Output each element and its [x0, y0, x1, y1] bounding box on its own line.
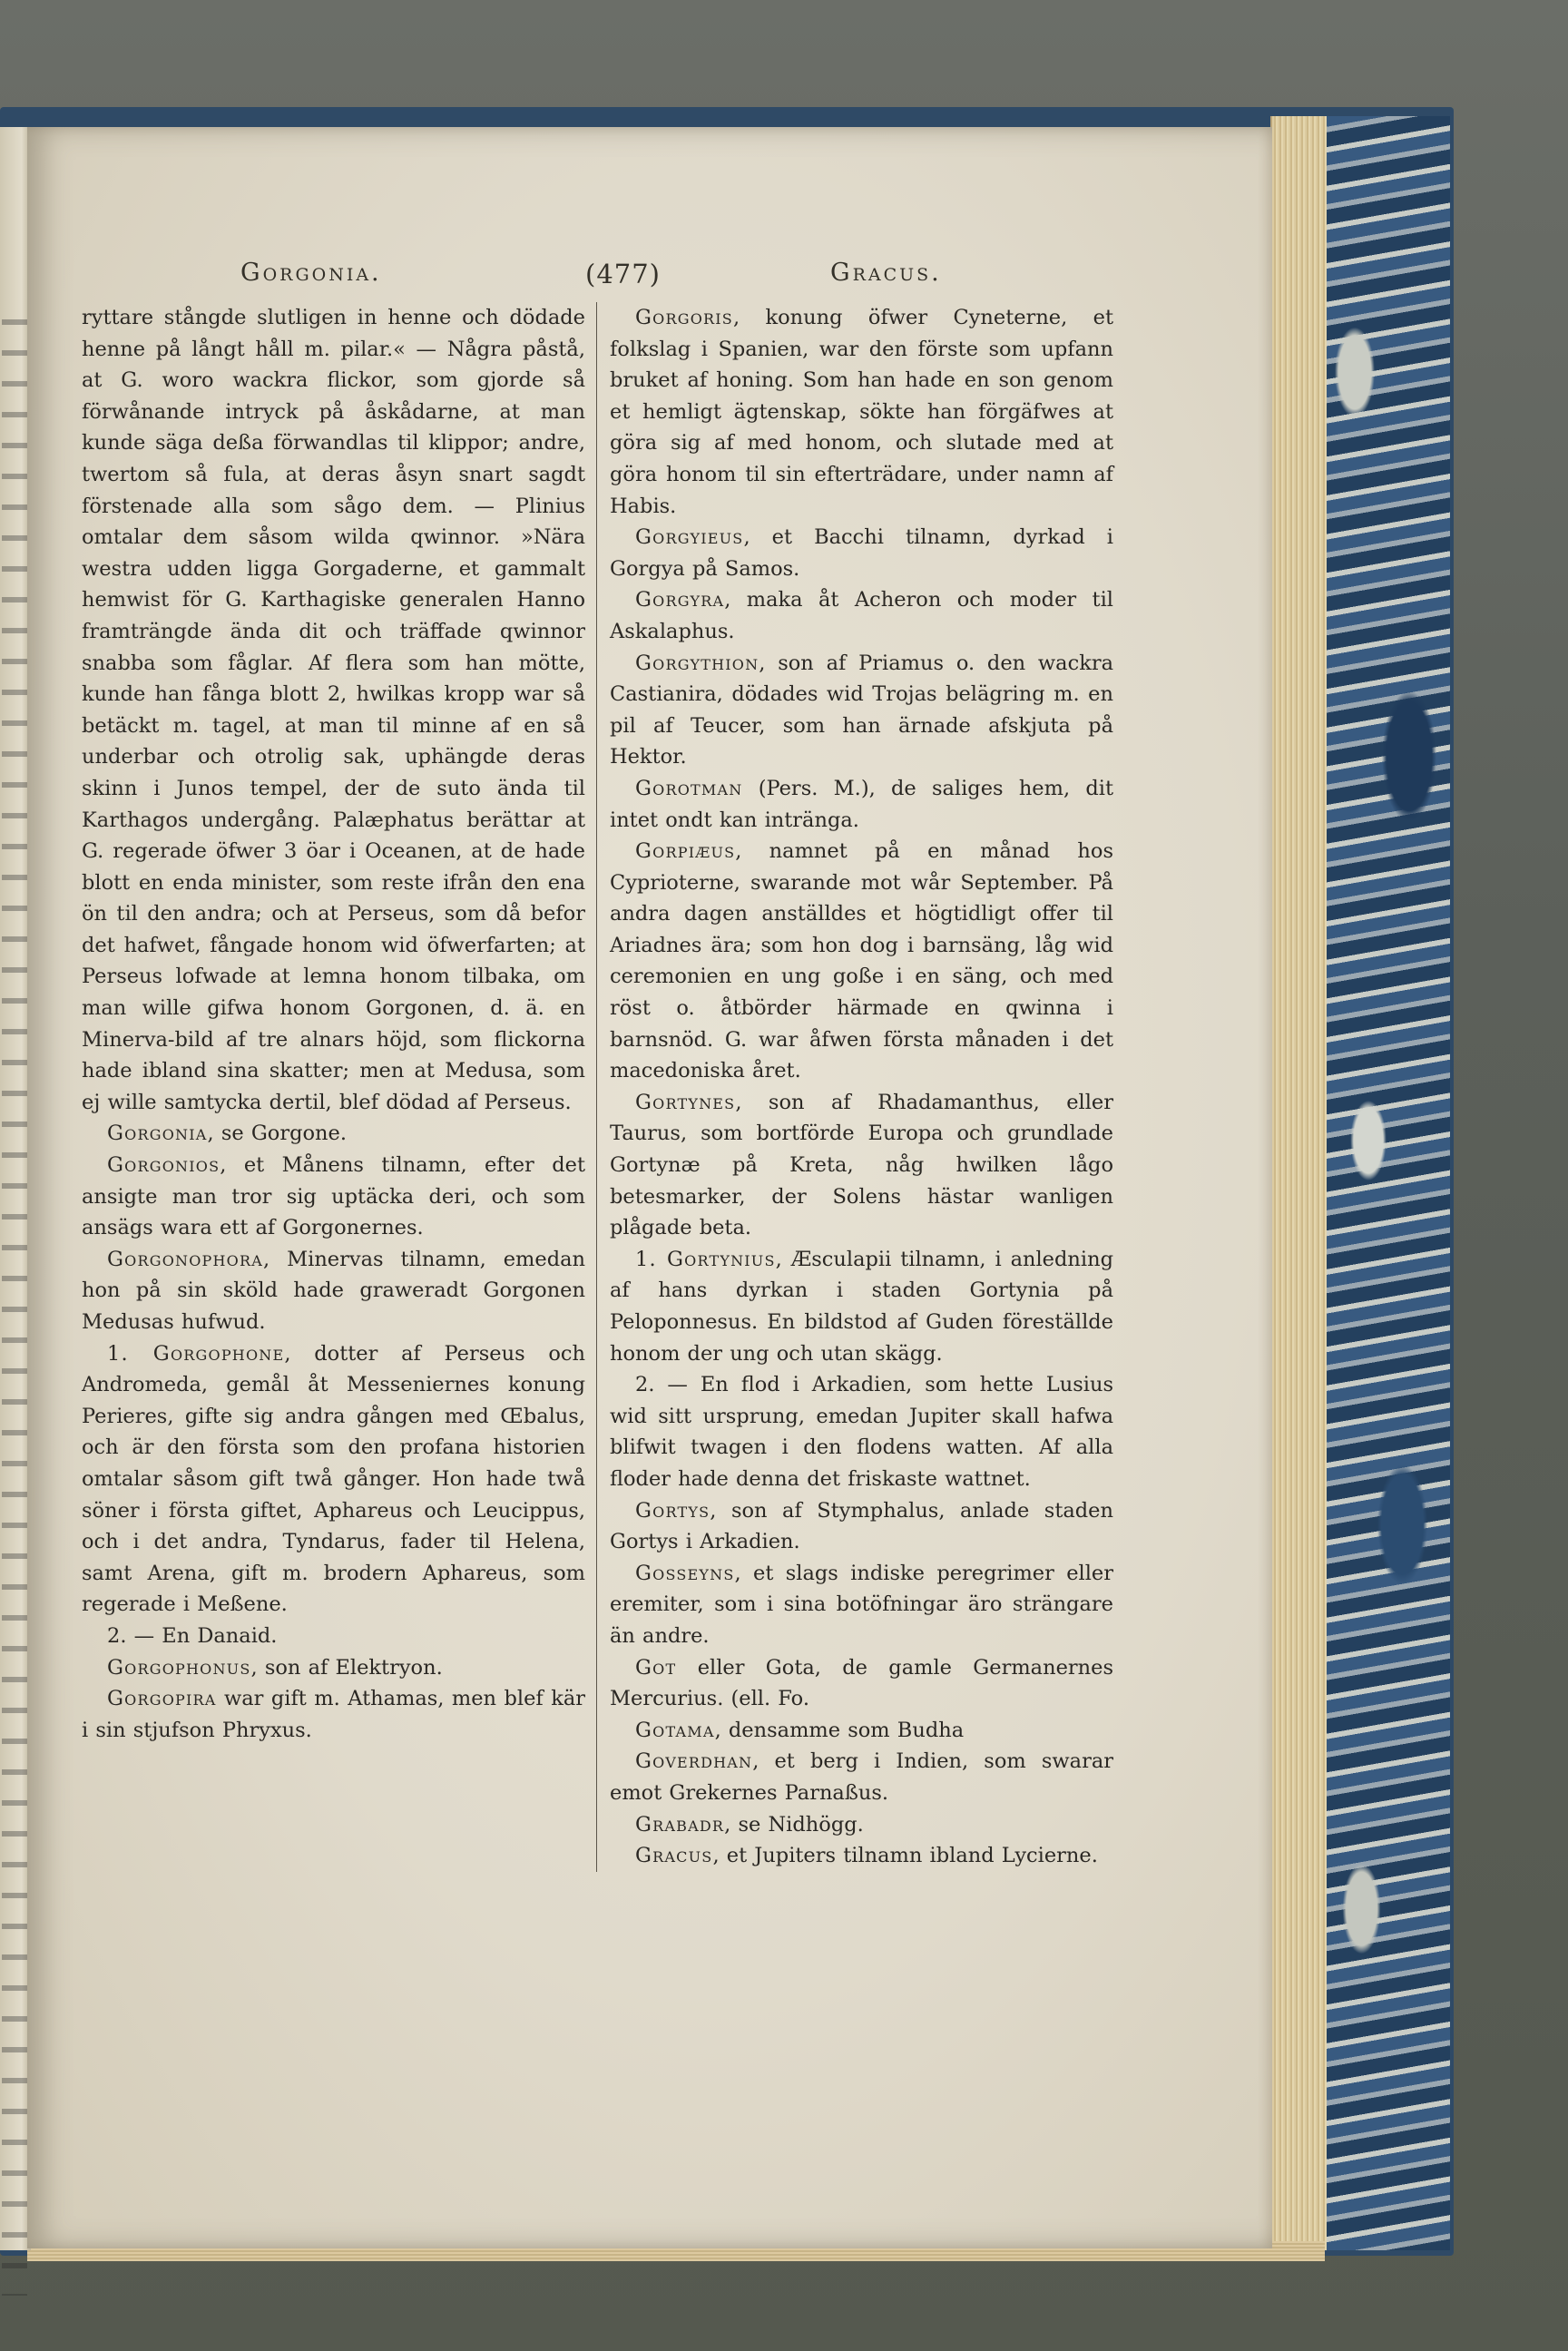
dictionary-entry	[610, 1715, 1113, 1747]
entry-headword: Gotama	[635, 1718, 715, 1742]
entry-headword: Gorgythion	[635, 651, 760, 675]
dictionary-entry	[610, 773, 1113, 836]
dictionary-entry	[82, 1683, 585, 1746]
page-content	[82, 259, 1136, 2200]
entry-headword: Gorgyieus	[635, 525, 744, 550]
entry-headword: Gortys	[635, 1498, 710, 1523]
entry-text: , Æsculapii tilnamn, i anledning af hans dyrkan i staden Gortynia på Peloponnesus. En bildstod af Guden föreställde honom der ung och utan skägg.	[610, 1247, 1113, 1366]
dictionary-entry	[610, 1558, 1113, 1652]
entry-text: , son af Priamus o. den wackra Castianira, dödades wid Trojas belägring m. en pil af Teucer, som han ärnade afskjuta på Hektor.	[610, 651, 1113, 769]
previous-page-text-fragment	[2, 299, 27, 2296]
entry-text: 2. — En flod i Arkadien, som hette Lusius wid sitt ursprung, emedan Jupiter skall hafwa blifwit twagen i den flodens watten. Af alla floder hade denna det friskaste wattnet.	[610, 1373, 1113, 1491]
entry-headword: Goverdhan	[635, 1749, 753, 1774]
dictionary-entry	[610, 1369, 1113, 1494]
dictionary-entry	[610, 302, 1113, 522]
entry-text: ryttare stångde slutligen in henne och dödade henne på långt håll m. pilar.« — Några påstå, at G. woro wackra flickor, som gjorde så förwånande intryck på åskådarne, at man kunde säga deßa förwandlas til klippor; andre, twertom så fula, at deras åsyn snart sagdt förstenade alla som sågo dem. — Plinius omtalar dem såsom wilda qwinnor. »Nära westra udden ligga Gorgaderne, et gammalt hemwist för G. Karthagiske generalen Hanno framträngde ända dit och träffade qwinnor snabba som fåglar. Af flera som han mötte, kunde han fånga blott 2, hwilkas kropp war så betäckt m. tagel, at man til minne af en så underbar och otrolig sak, uphängde deras skinn i Junos tempel, der de suto ända til Karthagos undergång. Palæphatus berättar at G. regerade öfwer 3 öar i Oceanen, at de hade blott en enda minister, som reste ifrån den ena ön til den andra; och at Perseus, som då befor det hafwet, fångade honom wid öfwerfarten; at Perseus lofwade at lemna honom tilbaka, om man wille gifwa honom Gorgonen, d. ä. en Minerva-bild af tre alnars höjd, som flickorna hade ibland sina skatter; men at Medusa, som ej wille samtycka dertil, blef dödad af Perseus.	[82, 306, 585, 1114]
marbled-board-edge	[1314, 116, 1450, 2250]
entry-text: , se Nidhögg.	[724, 1812, 864, 1837]
entry-text: war gift m. Athamas, men blef kär i sin stjufson Phryxus.	[82, 1687, 585, 1742]
page-fore-edge	[1270, 116, 1327, 2250]
left-column	[82, 302, 596, 1872]
entry-headword: Gorgopira	[107, 1687, 217, 1711]
dictionary-entry	[82, 1621, 585, 1652]
entry-headword: Gorotman	[635, 776, 743, 800]
previous-page-sliver	[0, 127, 31, 2250]
entry-headword: Gracus	[635, 1844, 713, 1868]
dictionary-entry	[82, 1652, 585, 1684]
entry-text: , dotter af Perseus och Andromeda, gemål åt Messeniernes konung Perieres, gifte sig andra gången med Œbalus, och är den första som den profana historien omtalar såsom gift twå gånger. Hon hade twå söner i första giftet, Aphareus och Leucippus, och i det andra, Tyndarus, fader til Helena, samt Arena, gift m. brodern Aphareus, som regerade i Meßene.	[82, 1341, 586, 1617]
entry-headword: Gosseyns	[635, 1561, 735, 1585]
dictionary-entry	[610, 1746, 1113, 1808]
entry-text: , maka åt Acheron och moder til Askalaphus.	[610, 588, 1113, 643]
dictionary-entry	[610, 1244, 1113, 1369]
text-columns	[82, 302, 1136, 1872]
entry-text: , Minervas tilnamn, emedan hon på sin sköld hade graweradt Gorgonen Medusas hufwud.	[82, 1247, 585, 1334]
entry-headword: Gorgyra	[635, 588, 725, 612]
dictionary-entry	[82, 302, 585, 1118]
dictionary-entry	[610, 584, 1113, 647]
entry-text: eller Gota, de gamle Germanernes Mercurius. (ell. Fo.	[610, 1655, 1113, 1711]
entry-text: , namnet på en månad hos Cyprioterne, swarande mot wår September. På andra dagen anställdes et högtidligt offer til Ariadnes ära; som hon dog i barnsäng, låg wid ceremonien en ung goße i en säng, och med röst o. åtbörder härmade en qwinna i barnsnöd. G. war åfwen första månaden i det macedoniska året.	[610, 839, 1113, 1083]
entry-text: , et slags indiske peregrimer eller eremiter, som i sina botöfningar äro strängare än andre.	[610, 1561, 1113, 1648]
dictionary-entry	[610, 1652, 1113, 1715]
entry-headword: Grabadr	[635, 1812, 725, 1837]
entry-text: , se Gorgone.	[207, 1122, 348, 1146]
entry-text: , konung öfwer Cyneterne, et folkslag i Spanien, war den förste som upfann bruket af honing. Som han hade en son genom et hemligt ägtenskap, sökte han förgäfwes at göra sig af med honom, och slutade med at göra honom til sin efterträdare, under namn af Habis.	[610, 306, 1113, 518]
entry-text: , et Jupiters tilnamn ibland Lycierne.	[712, 1844, 1098, 1868]
entry-headword: Gorgonophora	[107, 1247, 263, 1271]
dictionary-entry	[610, 1840, 1113, 1872]
entry-text: (Pers. M.), de saliges hem, dit intet ondt kan intränga.	[610, 776, 1113, 832]
entry-text: , et Månens tilnamn, efter det ansigte man tror sig uptäcka deri, och som ansägs wara ett af Gorgonernes.	[82, 1153, 585, 1240]
book-page	[27, 127, 1272, 2248]
entry-headword: 1. Gortynius	[635, 1247, 776, 1271]
entry-text: , son af Rhadamanthus, eller Taurus, som bortförde Europa och grundlade Gortynæ på Kreta, någ hwilken lågo betesmarker, der Solens hästar wanligen plågade beta.	[610, 1090, 1113, 1240]
entry-headword: 1. Gorgophone	[107, 1341, 285, 1366]
running-head-left: Gorgonia.	[240, 259, 382, 287]
entry-text: 2. — En Danaid.	[107, 1623, 278, 1648]
entry-headword: Got	[635, 1655, 677, 1680]
dictionary-entry	[82, 1338, 585, 1621]
page-number: (477)	[585, 259, 661, 289]
right-column	[596, 302, 1113, 1872]
entry-headword: Gortynes	[635, 1090, 736, 1114]
entry-text: , son af Stymphalus, anlade staden Gortys i Arkadien.	[610, 1498, 1113, 1554]
dictionary-entry	[610, 1495, 1113, 1558]
running-head-right: Gracus.	[830, 259, 942, 287]
entry-headword: Gorgophonus	[107, 1655, 251, 1680]
dictionary-entry	[610, 836, 1113, 1087]
entry-headword: Gorgonios	[107, 1153, 220, 1178]
entry-text: , son af Elektryon.	[250, 1655, 443, 1680]
dictionary-entry	[82, 1118, 585, 1150]
dictionary-entry	[610, 1087, 1113, 1244]
entry-headword: Gorgonia	[107, 1122, 208, 1146]
entry-text: , et Bacchi tilnamn, dyrkad i Gorgya på Samos.	[610, 525, 1113, 581]
dictionary-entry	[610, 648, 1113, 773]
dictionary-entry	[82, 1244, 585, 1338]
dictionary-entry	[610, 1809, 1113, 1841]
entry-text: , densamme som Budha	[714, 1718, 965, 1742]
dictionary-entry	[610, 522, 1113, 584]
dictionary-entry	[82, 1150, 585, 1244]
entry-text: , et berg i Indien, som swarar emot Grekernes Parnaßus.	[610, 1749, 1113, 1805]
entry-headword: Gorgoris	[635, 306, 733, 329]
entry-headword: Gorpiæus	[635, 839, 736, 864]
